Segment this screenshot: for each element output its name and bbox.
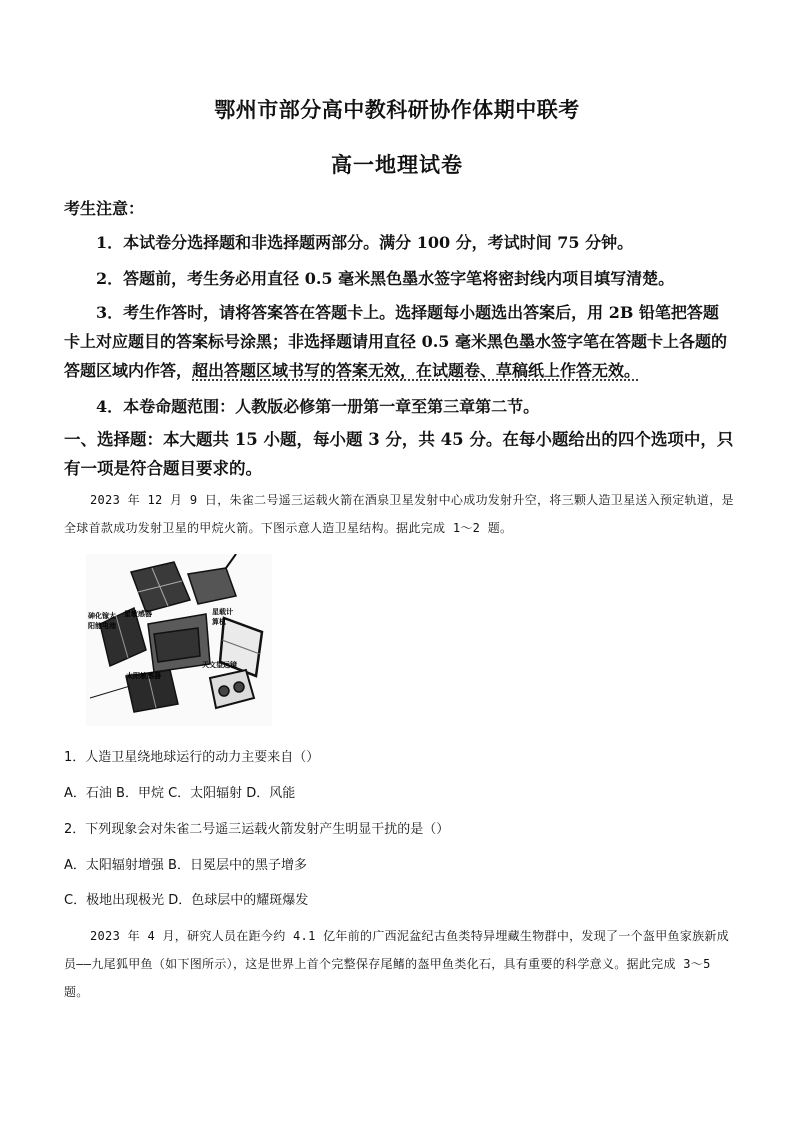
notice-heading: 考生注意： [64, 199, 145, 218]
label-computer: 星载计 [212, 608, 233, 616]
label-star-sensor: 星敏感器 [124, 610, 152, 618]
question-2-options-ab: A．太阳辐射增强 B．日冕层中的黑子增多 [64, 858, 307, 873]
notice-item-1: 1．本试卷分选择题和非选择题两部分。满分 100 分，考试时间 75 分钟。 [96, 233, 634, 252]
section-heading: 一、选择题：本大题共 15 小题，每小题 3 分，共 45 分。在每小题给出的四个选项中，只有一项是符合题目要求的。 [64, 430, 734, 478]
label-gaas-2: 阳能电池 [88, 622, 116, 630]
notice-item-3-text: 3．考生作答时，请将答案答在答题卡上。选择题每小题选出答案后，用 2B 铅笔把答题卡上对应题目的答案标号涂黑；非选择题请用直径 0.5 毫米黑色墨水签字笔在答题卡上各题的答题区域内作答， [64, 303, 727, 380]
label-computer-2: 算机 [212, 618, 226, 626]
satellite-structure-figure [86, 554, 272, 726]
label-sun-sensor: 太阳敏感器 [126, 672, 161, 680]
label-telescope: 天文望远镜 [202, 661, 237, 669]
notice-item-3 [64, 298, 734, 385]
question-1-options: A．石油 B．甲烷 C．太阳辐射 D．风能 [64, 786, 296, 801]
question-1-stem: 1．人造卫星绕地球运行的动力主要来自（） [64, 750, 320, 765]
notice-item-3-dotted: 超出答题区域书写的答案无效，在试题卷、草稿纸上作答无效。 [192, 361, 641, 380]
passage-1: 2023 年 12 月 9 日，朱雀二号遥三运载火箭在酒泉卫星发射中心成功发射升空，将三颗人造卫星送入预定轨道，是全球首款成功发射卫星的甲烷火箭。下图示意人造卫星结构。据此完成 1～2 题。 [64, 493, 734, 535]
notice-item-2: 2．答题前，考生务必用直径 0.5 毫米黑色墨水签字笔将密封线内项目填写清楚。 [96, 269, 675, 288]
question-2-options-cd: C．极地出现极光 D．色球层中的耀斑爆发 [64, 893, 309, 908]
passage-2: 2023 年 4 月，研究人员在距今约 4.1 亿年前的广西泥盆纪古鱼类特异埋藏生物群中，发现了一个盔甲鱼家族新成员——九尾狐甲鱼（如下图所示），这是世界上首个完整保存尾鳍的盔甲鱼类化石，具有重要的科学意义。据此完成 3～5 题。 [64, 929, 730, 999]
exam-title: 鄂州市部分高中教科研协作体期中联考 [214, 97, 580, 122]
notice-item-4: 4．本卷命题范围：人教版必修第一册第一章至第三章第二节。 [96, 397, 540, 416]
exam-subtitle: 高一地理试卷 [331, 152, 463, 177]
label-gaas: 砷化镓太 [88, 612, 116, 620]
question-2-stem: 2．下列现象会对朱雀二号遥三运载火箭发射产生明显干扰的是（） [64, 822, 450, 837]
satellite-diagram [86, 554, 272, 726]
